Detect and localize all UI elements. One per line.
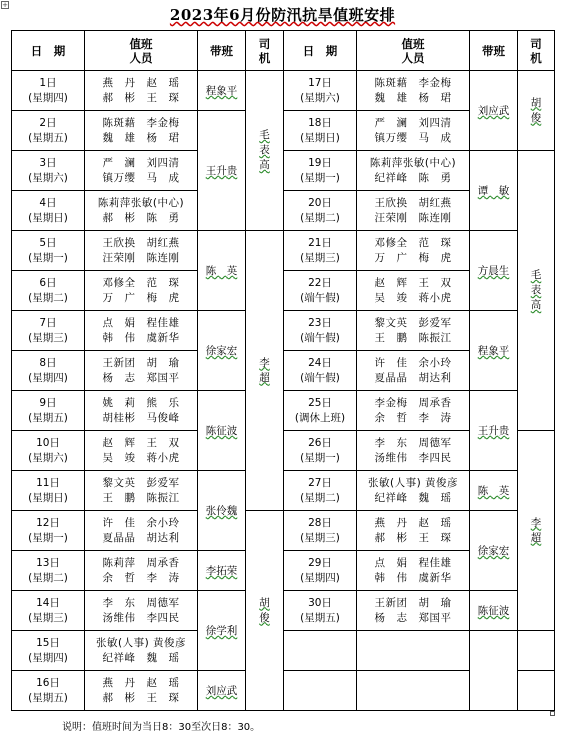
move-handle-icon[interactable]: + [2, 1, 8, 9]
staff-names-line2: 汪荣刚 陈连刚 [374, 211, 452, 224]
day-text: 16日 [36, 676, 60, 689]
leader-cell [470, 391, 518, 471]
day-text: 29日 [308, 556, 332, 569]
leader-cell-name: 陈 英 [205, 265, 238, 277]
footnote: 说明：值班时间为当日8：30至次日8：30。 [62, 722, 261, 733]
day-text: 2日 [39, 116, 57, 129]
driver-cell [518, 631, 555, 671]
leader-cell [198, 551, 246, 591]
staff-names-line1: 陈莉萍张敏(中心) [369, 156, 457, 169]
staff-names-line2: 汤维伟 李四民 [102, 611, 180, 624]
date-cell [284, 271, 357, 311]
weekday-text: (星期六) [300, 91, 340, 104]
staff-names-line1: 点 娟 程佳雄 [374, 556, 452, 569]
leader-cell-name: 刘应武 [205, 685, 238, 697]
staff-cell [85, 591, 198, 631]
weekday-text: (星期二) [300, 491, 340, 504]
weekday-text: (星期五) [28, 411, 68, 424]
leader-cell-name: 徐学利 [205, 625, 238, 637]
day-text: 10日 [36, 436, 60, 449]
weekday-text: (星期日) [28, 211, 68, 224]
header-leader: 带班 [470, 31, 518, 71]
driver-cell [518, 151, 555, 431]
staff-cell [85, 191, 198, 231]
date-cell [284, 311, 357, 351]
staff-names-line1: 黎文英 彭爱军 [374, 316, 452, 329]
date-cell [284, 111, 357, 151]
staff-names-line2: 纪祥峰 陈 勇 [374, 171, 452, 184]
date-cell [12, 151, 85, 191]
staff-names-line1: 王新团 胡 瑜 [374, 596, 452, 609]
table-row [12, 391, 555, 431]
table-row [12, 471, 555, 511]
day-text: 19日 [308, 156, 332, 169]
weekday-text: (星期二) [300, 211, 340, 224]
staff-cell [357, 271, 470, 311]
driver-cell [518, 71, 555, 151]
weekday-text: (星期二) [28, 571, 68, 584]
staff-names-line2: 纪祥峰 魏 瑶 [374, 491, 452, 504]
date-cell [284, 351, 357, 391]
header-driver: 司 机 [246, 31, 284, 71]
day-text: 17日 [308, 76, 332, 89]
staff-names-line2: 纪祥峰 魏 瑶 [102, 651, 180, 664]
staff-names-line2: 魏 雄 杨 珺 [102, 131, 180, 144]
leader-cell-name: 徐家宏 [205, 345, 238, 357]
weekday-text: (星期四) [300, 571, 340, 584]
date-cell [284, 591, 357, 631]
driver-cell [518, 671, 555, 711]
staff-cell [357, 671, 470, 711]
leader-cell-name: 王升贵 [477, 425, 510, 437]
driver-cell [246, 231, 284, 511]
header-driver: 司 机 [518, 31, 555, 71]
header-date: 日 期 [12, 31, 85, 71]
staff-cell [357, 391, 470, 431]
leader-cell [198, 231, 246, 311]
weekday-text: (星期三) [28, 611, 68, 624]
staff-names-line2: 汤维伟 李四民 [374, 451, 452, 464]
weekday-text: (星期四) [28, 651, 68, 664]
date-cell [284, 431, 357, 471]
staff-names-line1: 李 东 周德军 [374, 436, 452, 449]
staff-names-line1: 王新团 胡 瑜 [102, 356, 180, 369]
staff-cell [357, 551, 470, 591]
driver-cell-name: 毛 表 高 [530, 269, 542, 311]
leader-cell [470, 71, 518, 151]
date-cell [284, 511, 357, 551]
leader-cell-name: 程象平 [205, 85, 238, 97]
staff-names-line2: 杨 志 郑国平 [102, 371, 180, 384]
staff-names-line2: 王 鹏 陈振江 [374, 331, 452, 344]
day-text: 20日 [308, 196, 332, 209]
day-text: 30日 [308, 596, 332, 609]
day-text: 15日 [36, 636, 60, 649]
staff-cell [357, 631, 470, 671]
date-cell [284, 671, 357, 711]
day-text: 14日 [36, 596, 60, 609]
day-text: 6日 [39, 276, 57, 289]
staff-names-line1: 陈斑藉 李金梅 [102, 116, 180, 129]
driver-cell-name: 李 超 [530, 516, 542, 544]
date-cell [12, 111, 85, 151]
header-staff: 值班 人员 [357, 31, 470, 71]
staff-names-line1: 邓修全 范 琛 [374, 236, 452, 249]
header-date: 日 期 [284, 31, 357, 71]
table-row [12, 511, 555, 551]
staff-cell [357, 591, 470, 631]
date-cell [12, 271, 85, 311]
staff-names-line2: 韩 伟 虞新华 [102, 331, 180, 344]
day-text: 12日 [36, 516, 60, 529]
day-text: 22日 [308, 276, 332, 289]
staff-names-line1: 燕 丹 赵 瑶 [102, 676, 180, 689]
date-cell [284, 151, 357, 191]
date-cell [12, 551, 85, 591]
weekday-text: (星期六) [28, 171, 68, 184]
date-cell [12, 71, 85, 111]
date-cell [12, 311, 85, 351]
staff-names-line2: 余 哲 李 涛 [374, 411, 452, 424]
weekday-text: (端午假) [300, 371, 340, 384]
staff-names-line2: 韩 伟 虞新华 [374, 571, 452, 584]
driver-cell-name: 毛 表 高 [259, 129, 270, 171]
driver-cell [246, 71, 284, 231]
date-cell [12, 671, 85, 711]
weekday-text: (星期日) [300, 131, 340, 144]
leader-cell-name: 方晨生 [477, 265, 510, 277]
date-cell [12, 391, 85, 431]
date-cell [284, 71, 357, 111]
staff-names-line2: 万 广 梅 虎 [102, 291, 180, 304]
weekday-text: (星期六) [28, 451, 68, 464]
table-row [12, 231, 555, 271]
staff-cell [85, 471, 198, 511]
weekday-text: (星期五) [28, 691, 68, 704]
staff-names-line2: 汪荣刚 陈连刚 [102, 251, 180, 264]
staff-cell [85, 271, 198, 311]
staff-names-line1: 严 澜 刘四清 [374, 116, 452, 129]
leader-cell-name: 程象平 [477, 345, 510, 357]
staff-cell [357, 191, 470, 231]
leader-cell-name: 徐家宏 [477, 545, 510, 557]
staff-cell [85, 111, 198, 151]
staff-names-line1: 赵 辉 王 双 [102, 436, 180, 449]
weekday-text: (星期五) [28, 131, 68, 144]
driver-cell-name: 胡 俊 [530, 96, 542, 124]
date-cell [12, 631, 85, 671]
leader-cell [470, 471, 518, 511]
date-cell [284, 191, 357, 231]
header-staff: 值班 人员 [85, 31, 198, 71]
staff-names-line2: 余 哲 李 涛 [102, 571, 180, 584]
date-cell [12, 591, 85, 631]
staff-names-line2: 夏晶晶 胡达利 [102, 531, 180, 544]
staff-names-line1: 姚 莉 熊 乐 [102, 396, 180, 409]
leader-cell [470, 511, 518, 591]
staff-names-line1: 陈莉萍张敏(中心) [97, 196, 185, 209]
staff-names-line1: 王欣换 胡红燕 [374, 196, 452, 209]
staff-names-line1: 陈莉萍 周承香 [102, 556, 180, 569]
day-text: 27日 [308, 476, 332, 489]
staff-cell [85, 551, 198, 591]
day-text: 5日 [39, 236, 57, 249]
staff-cell [85, 151, 198, 191]
weekday-text: (星期二) [28, 291, 68, 304]
weekday-text: (星期四) [28, 371, 68, 384]
weekday-text: (星期一) [300, 171, 340, 184]
day-text: 4日 [39, 196, 57, 209]
weekday-text: (星期一) [28, 531, 68, 544]
staff-names-line1: 燕 丹 赵 瑶 [374, 516, 452, 529]
staff-cell [85, 391, 198, 431]
leader-cell-name: 陈征波 [477, 605, 510, 617]
staff-cell [357, 431, 470, 471]
weekday-text: (星期三) [300, 531, 340, 544]
staff-names-line1: 燕 丹 赵 瑶 [102, 76, 180, 89]
leader-cell [198, 591, 246, 671]
date-cell [12, 471, 85, 511]
weekday-text: (端午假) [300, 291, 340, 304]
table-row [12, 71, 555, 111]
day-text: 18日 [308, 116, 332, 129]
staff-names-line2: 镇万缨 马 成 [374, 131, 452, 144]
staff-names-line1: 邓修全 范 琛 [102, 276, 180, 289]
resize-handle-icon[interactable] [550, 711, 555, 716]
staff-names-line2: 吴 竣 蒋小虎 [374, 291, 452, 304]
staff-cell [85, 671, 198, 711]
staff-cell [357, 111, 470, 151]
staff-names-line2: 郝 彬 王 琛 [102, 691, 180, 704]
date-cell [12, 511, 85, 551]
day-text: 25日 [308, 396, 332, 409]
leader-cell-name: 陈征波 [205, 425, 238, 437]
weekday-text: (星期一) [300, 451, 340, 464]
table-row [12, 151, 555, 191]
staff-cell [357, 351, 470, 391]
staff-cell [357, 151, 470, 191]
leader-cell [198, 671, 246, 711]
date-cell [284, 391, 357, 431]
staff-names-line2: 郝 彬 王 琛 [102, 91, 180, 104]
staff-cell [85, 511, 198, 551]
date-cell [284, 471, 357, 511]
weekday-text: (星期三) [28, 331, 68, 344]
leader-cell [198, 311, 246, 391]
weekday-text: (星期四) [28, 91, 68, 104]
date-cell [12, 351, 85, 391]
page-title: 2023年6月份防汛抗旱值班安排 [169, 6, 396, 24]
staff-names-line2: 杨 志 郑国平 [374, 611, 452, 624]
leader-cell-name: 刘应武 [477, 105, 510, 117]
date-cell [284, 231, 357, 271]
staff-names-line2: 夏晶晶 胡达利 [374, 371, 452, 384]
staff-names-line2: 王 鹏 陈振江 [102, 491, 180, 504]
driver-cell [246, 511, 284, 711]
weekday-text: (星期三) [300, 251, 340, 264]
weekday-text: (星期一) [28, 251, 68, 264]
weekday-text: (星期日) [28, 491, 68, 504]
staff-names-line2: 魏 雄 杨 珺 [374, 91, 452, 104]
leader-cell [470, 631, 518, 711]
staff-names-line1: 王欣换 胡红燕 [102, 236, 180, 249]
date-cell [12, 231, 85, 271]
day-text: 3日 [39, 156, 57, 169]
header-row [12, 31, 555, 71]
staff-names-line1: 严 澜 刘四清 [102, 156, 180, 169]
staff-names-line1: 李金梅 周承香 [374, 396, 452, 409]
day-text: 23日 [308, 316, 332, 329]
leader-cell-name: 张伶魏 [205, 505, 238, 517]
staff-names-line2: 吴 竣 蒋小虎 [102, 451, 180, 464]
staff-cell [85, 231, 198, 271]
day-text: 26日 [308, 436, 332, 449]
weekday-text: (星期五) [300, 611, 340, 624]
staff-cell [85, 351, 198, 391]
staff-names-line2: 胡桂彬 马俊峰 [102, 411, 180, 424]
staff-names-line1: 许 佳 余小玲 [374, 356, 452, 369]
staff-names-line1: 许 佳 余小玲 [102, 516, 180, 529]
staff-cell [357, 471, 470, 511]
staff-names-line2: 郝 彬 陈 勇 [102, 211, 180, 224]
leader-cell-name: 陈 英 [477, 485, 510, 497]
leader-cell [470, 591, 518, 631]
staff-names-line1: 张敏(人事) 黄俊彦 [367, 476, 459, 489]
staff-cell [357, 511, 470, 551]
day-text: 28日 [308, 516, 332, 529]
day-text: 24日 [308, 356, 332, 369]
day-text: 9日 [39, 396, 57, 409]
day-text: 7日 [39, 316, 57, 329]
weekday-text: (端午假) [300, 331, 340, 344]
leader-cell [198, 111, 246, 231]
table-row [12, 631, 555, 671]
staff-names-line1: 点 娟 程佳雄 [102, 316, 180, 329]
day-text: 21日 [308, 236, 332, 249]
staff-names-line1: 李 东 周德军 [102, 596, 180, 609]
staff-cell [85, 311, 198, 351]
day-text: 1日 [39, 76, 57, 89]
day-text: 11日 [36, 476, 60, 489]
leader-cell-name: 谭 敏 [477, 185, 510, 197]
staff-names-line2: 镇万缨 马 成 [102, 171, 180, 184]
leader-cell [470, 151, 518, 231]
driver-cell-name: 胡 俊 [259, 596, 270, 624]
driver-cell-name: 李 超 [259, 356, 270, 384]
day-text: 13日 [36, 556, 60, 569]
leader-cell [198, 391, 246, 471]
date-cell [284, 551, 357, 591]
staff-cell [357, 71, 470, 111]
date-cell [12, 191, 85, 231]
leader-cell [470, 311, 518, 391]
driver-cell [518, 431, 555, 631]
staff-names-line2: 郝 彬 王 琛 [374, 531, 452, 544]
staff-cell [357, 311, 470, 351]
staff-cell [85, 71, 198, 111]
staff-names-line1: 赵 辉 王 双 [374, 276, 452, 289]
weekday-text: (调休上班) [294, 411, 346, 424]
staff-names-line1: 黎文英 彭爱军 [102, 476, 180, 489]
table-row [12, 591, 555, 631]
staff-names-line1: 陈斑藉 李金梅 [374, 76, 452, 89]
date-cell [12, 431, 85, 471]
duty-schedule-table [11, 30, 555, 711]
staff-names-line2: 万 广 梅 虎 [374, 251, 452, 264]
staff-cell [85, 631, 198, 671]
day-text: 8日 [39, 356, 57, 369]
date-cell [284, 631, 357, 671]
leader-cell [470, 231, 518, 311]
leader-cell [198, 71, 246, 111]
leader-cell-name: 李拓荣 [205, 565, 238, 577]
staff-names-line1: 张敏(人事) 黄俊彦 [95, 636, 187, 649]
staff-cell [85, 431, 198, 471]
header-leader: 带班 [198, 31, 246, 71]
leader-cell-name: 王升贵 [205, 165, 238, 177]
staff-cell [357, 231, 470, 271]
table-row [12, 311, 555, 351]
leader-cell [198, 471, 246, 551]
